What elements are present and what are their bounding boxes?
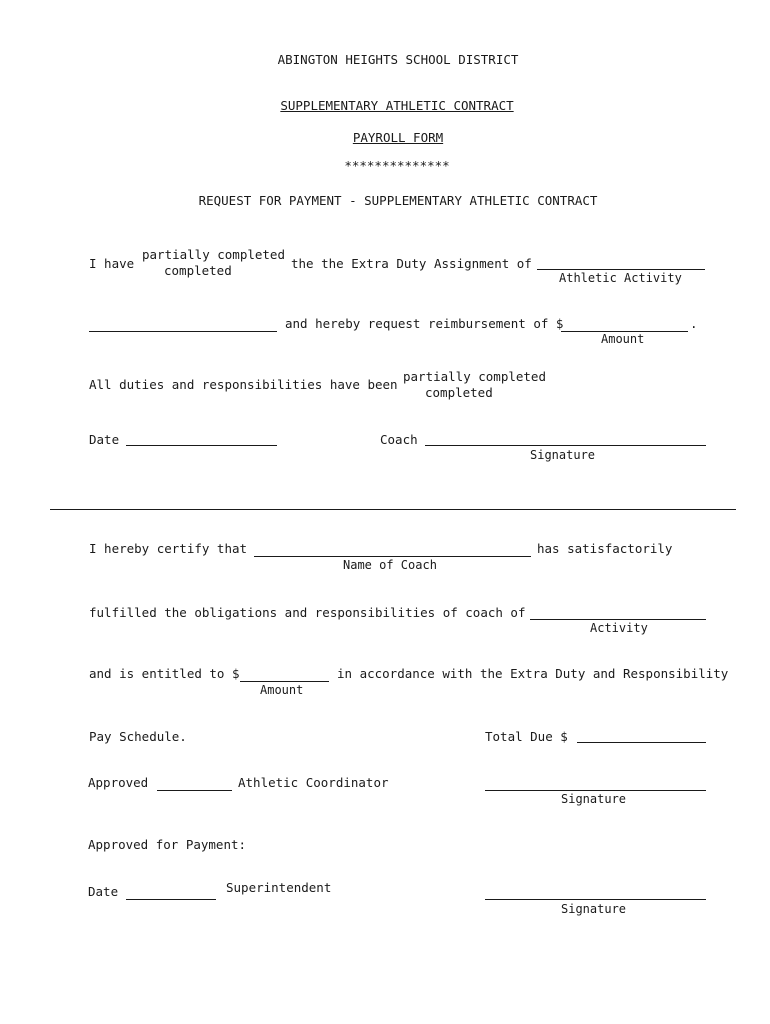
fulfilled-text: fulfilled the obligations and responsibilities of coach of xyxy=(89,605,526,620)
entitled-amount-field[interactable] xyxy=(240,681,329,682)
activity-field[interactable] xyxy=(530,619,706,620)
date-label: Date xyxy=(89,432,120,447)
option-partially-completed[interactable]: partially completed xyxy=(142,247,285,262)
accordance-text: in accordance with the Extra Duty and Responsibility xyxy=(337,666,729,681)
superintendent-date-field[interactable] xyxy=(126,899,216,900)
approved-label: Approved xyxy=(88,775,149,790)
entitled-text: and is entitled to $ xyxy=(89,666,240,681)
duties-option-completed[interactable]: completed xyxy=(425,385,493,400)
name-of-coach-label: Name of Coach xyxy=(343,558,437,572)
amount-label: Amount xyxy=(601,332,645,346)
duties-text: All duties and responsibilities have been xyxy=(89,377,398,392)
athletic-activity-field[interactable] xyxy=(537,269,705,270)
pay-schedule-text: Pay Schedule. xyxy=(89,729,187,744)
entitled-amount-label: Amount xyxy=(260,683,304,697)
i-have-text: I have xyxy=(89,256,135,271)
total-due-text: Total Due $ xyxy=(485,729,568,744)
superintendent-date-label: Date xyxy=(88,884,119,899)
request-title: REQUEST FOR PAYMENT - SUPPLEMENTARY ATHLETIC CONTRACT xyxy=(198,193,598,208)
coach-signature-label: Signature xyxy=(530,448,596,462)
assignment-text: the the Extra Duty Assignment of xyxy=(291,256,532,271)
form-title: PAYROLL FORM xyxy=(352,130,444,145)
reimbursement-text: and hereby request reimbursement of $ xyxy=(285,316,564,331)
approved-field[interactable] xyxy=(157,790,232,791)
option-completed[interactable]: completed xyxy=(164,263,232,278)
district-name: ABINGTON HEIGHTS SCHOOL DISTRICT xyxy=(277,52,519,67)
athletic-activity-label: Athletic Activity xyxy=(559,271,682,285)
coach-label: Coach xyxy=(380,432,418,447)
activity-label: Activity xyxy=(590,621,648,635)
total-due-field[interactable] xyxy=(577,742,706,743)
superintendent-label: Superintendent xyxy=(226,880,332,895)
coach-name-field[interactable] xyxy=(254,556,531,557)
contract-title: SUPPLEMENTARY ATHLETIC CONTRACT xyxy=(280,98,514,113)
period: . xyxy=(690,316,698,331)
coordinator-signature-label: Signature xyxy=(561,792,627,806)
certify-text: I hereby certify that xyxy=(89,541,248,556)
activity-continued-field[interactable] xyxy=(89,331,277,332)
superintendent-signature-field[interactable] xyxy=(485,899,706,900)
approved-for-payment-text: Approved for Payment: xyxy=(88,837,247,852)
duties-option-partially-completed[interactable]: partially completed xyxy=(403,369,546,384)
satisfactorily-text: has satisfactorily xyxy=(537,541,673,556)
date-field[interactable] xyxy=(126,445,277,446)
athletic-coordinator-label: Athletic Coordinator xyxy=(238,775,389,790)
coordinator-signature-field[interactable] xyxy=(485,790,706,791)
superintendent-signature-label: Signature xyxy=(561,902,627,916)
coach-signature-field[interactable] xyxy=(425,445,706,446)
stars-divider: ************** xyxy=(344,158,450,173)
section-divider xyxy=(50,509,736,510)
